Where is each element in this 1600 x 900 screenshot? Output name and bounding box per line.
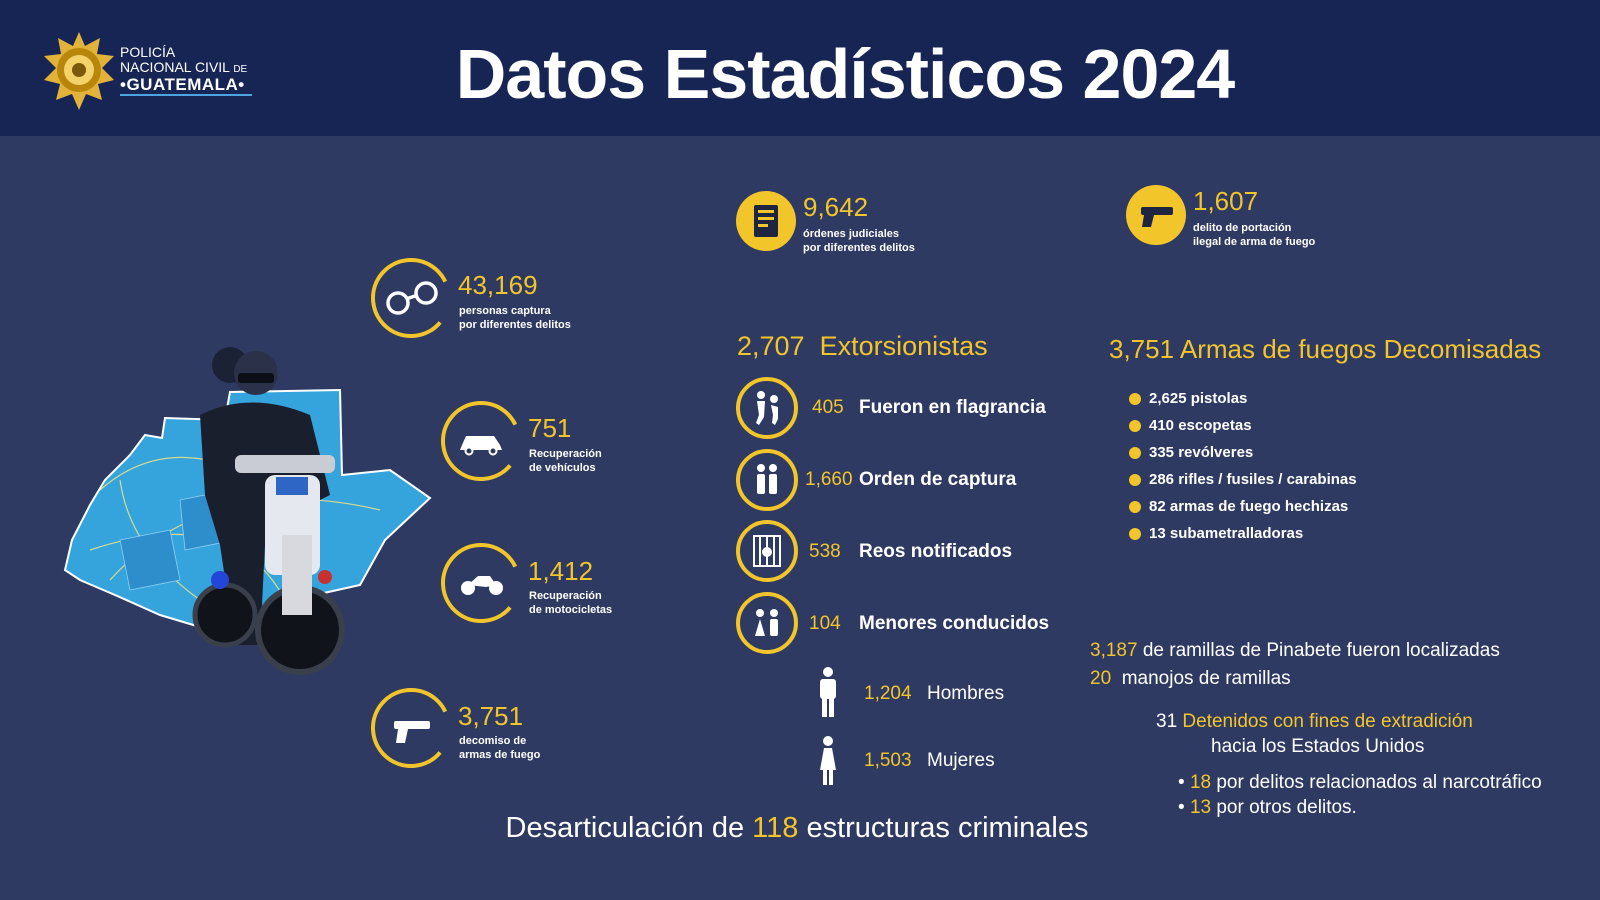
bullet-dot (1129, 420, 1141, 432)
handcuffs-ring (368, 255, 454, 341)
extradition-bullet-1-text: por delitos relacionados al narcotráfico (1216, 772, 1542, 793)
stat-label-captures-1: personas captura (459, 305, 551, 317)
list-item (1129, 493, 1357, 520)
stat-label-illegal-arms-1: delito de portación (1193, 222, 1292, 234)
stat-label-captures-2: por diferentes delitos (459, 319, 571, 331)
organization-name (120, 45, 252, 96)
org-underline (120, 94, 252, 96)
extradition-line-1 (1156, 711, 1473, 733)
list-item (1129, 385, 1357, 412)
row-value-prisoners: 538 (809, 541, 841, 562)
illegal-arms-badge (1126, 185, 1186, 245)
stat-label-firearms (459, 734, 540, 762)
prisoner-icon (740, 524, 794, 578)
stat-label-captures (459, 304, 571, 332)
list-item (1129, 412, 1357, 439)
extradition-bullet-2-count: 13 (1189, 797, 1212, 818)
org-line-1: POLICÍA (120, 44, 176, 60)
gender-value-women: 1,503 (864, 750, 912, 771)
list-item (1129, 439, 1357, 466)
motorcycle-ring (438, 540, 524, 626)
stat-label-motorcycles (529, 589, 612, 617)
bullet-dot (1129, 501, 1141, 513)
firearm-item-text: 2,625 pistolas (1149, 390, 1248, 407)
stat-value-orders: 9,642 (803, 192, 869, 222)
stat-value-captures: 43,169 (458, 270, 538, 300)
pinabete-line-2 (1090, 668, 1291, 690)
org-line-3: •GUATEMALA• (120, 75, 245, 94)
handcuffs-icon (388, 283, 436, 313)
firearm-item-text: 13 subametralladoras (1149, 525, 1304, 542)
stat-label-orders (803, 227, 915, 255)
stat-label-motorcycles-2: de motocicletas (529, 604, 613, 616)
firearm-item-text: 335 revólveres (1149, 444, 1254, 461)
extradition-bullet-1: • 18 por delitos relacionados al narcotráfico (1178, 772, 1542, 793)
stat-label-vehicles (529, 447, 602, 475)
car-ring (438, 398, 524, 484)
footer-suffix: estructuras criminales (806, 812, 1089, 844)
row-label-prisoners: Reos notificados (859, 541, 1013, 562)
stat-value-motorcycles: 1,412 (528, 556, 594, 586)
footer-count: 118 (752, 812, 799, 844)
stat-label-illegal-arms-2: ilegal de arma de fuego (1193, 236, 1316, 248)
extortion-label: Extorsionistas (819, 331, 988, 361)
row-label-flagrancy: Fueron en flagrancia (859, 397, 1046, 418)
row-label-minors: Menores conducidos (859, 613, 1050, 634)
car-icon (460, 436, 502, 455)
bullet-dot (1129, 528, 1141, 540)
stat-label-illegal-arms (1193, 221, 1315, 249)
org-line-2: NACIONAL CIVIL (120, 59, 230, 75)
page-title: Datos Estadísticos 2024 (455, 35, 1235, 113)
motorcycle-icon (461, 576, 503, 595)
pinabete-line-1 (1090, 640, 1500, 662)
firearms-heading: 3,751 Armas de fuegos Decomisadas (1109, 334, 1542, 364)
stat-label-vehicles-1: Recuperación (529, 448, 602, 460)
gender-label-women: Mujeres (927, 750, 995, 771)
bullet-dot (1129, 447, 1141, 459)
woman-icon (816, 736, 840, 786)
arrest-badge (736, 377, 798, 439)
firearms-list (1129, 385, 1357, 547)
footer-summary (0, 812, 1594, 845)
pistol-icon (394, 721, 430, 743)
stat-label-motorcycles-1: Recuperación (529, 590, 602, 602)
pinabete-count: 3,187 (1090, 640, 1138, 661)
arrest-icon (740, 381, 794, 435)
firearm-item-text: 410 escopetas (1149, 417, 1252, 434)
pistol-icon (1126, 185, 1186, 245)
stat-label-vehicles-2: de vehículos (529, 462, 596, 474)
row-value-capture-order: 1,660 (805, 469, 853, 490)
stat-label-orders-1: órdenes judiciales (803, 228, 899, 240)
extortion-count: 2,707 (737, 331, 805, 361)
police-badge-logo (44, 32, 114, 116)
list-item (1129, 520, 1357, 547)
stat-label-orders-2: por diferentes delitos (803, 242, 915, 254)
bullet-dot (1129, 393, 1141, 405)
bullet-dot (1129, 474, 1141, 486)
firearm-item-text: 286 rifles / fusiles / carabinas (1149, 471, 1357, 488)
minors-icon (740, 596, 794, 650)
stat-value-illegal-arms: 1,607 (1193, 186, 1259, 216)
stat-label-firearms-1: decomiso de (459, 735, 527, 747)
bundles-text: manojos de ramillas (1121, 668, 1291, 689)
judicial-order-icon (736, 191, 796, 251)
judicial-order-badge (736, 191, 796, 251)
extradition-line-2: hacia los Estados Unidos (1211, 736, 1425, 757)
extradition-bullet-2: • 13 por otros delitos. (1178, 797, 1357, 818)
prisoner-badge (736, 520, 798, 582)
stat-label-firearms-2: armas de fuego (459, 749, 541, 761)
row-value-flagrancy: 405 (812, 397, 844, 418)
footer-prefix: Desarticulación de (505, 812, 745, 844)
pinabete-text: de ramillas de Pinabete fueron localizadas (1142, 640, 1500, 661)
man-icon (816, 667, 840, 719)
extradition-count: 31 (1156, 711, 1178, 732)
minors-badge (736, 592, 798, 654)
capture-order-badge (736, 449, 798, 511)
captured-persons-icon (740, 453, 794, 507)
pistol-ring (368, 685, 454, 771)
gender-label-men: Hombres (927, 683, 1005, 704)
row-label-capture-order: Orden de captura (859, 469, 1017, 490)
extradition-bullet-2-text: por otros delitos. (1216, 797, 1357, 818)
extradition-bullet-1-count: 18 (1189, 772, 1212, 793)
stat-value-firearms: 3,751 (458, 701, 524, 731)
extortion-heading (737, 331, 988, 362)
org-de: DE (233, 64, 248, 75)
stat-value-vehicles: 751 (528, 413, 572, 443)
extradition-text-1: Detenidos con fines de extradición (1182, 711, 1473, 732)
firearm-item-text: 82 armas de fuego hechizas (1149, 498, 1349, 515)
police-motorcycle-rider (180, 345, 370, 685)
row-value-minors: 104 (809, 613, 841, 634)
bundles-count: 20 (1090, 668, 1112, 689)
list-item (1129, 466, 1357, 493)
gender-value-men: 1,204 (864, 683, 912, 704)
